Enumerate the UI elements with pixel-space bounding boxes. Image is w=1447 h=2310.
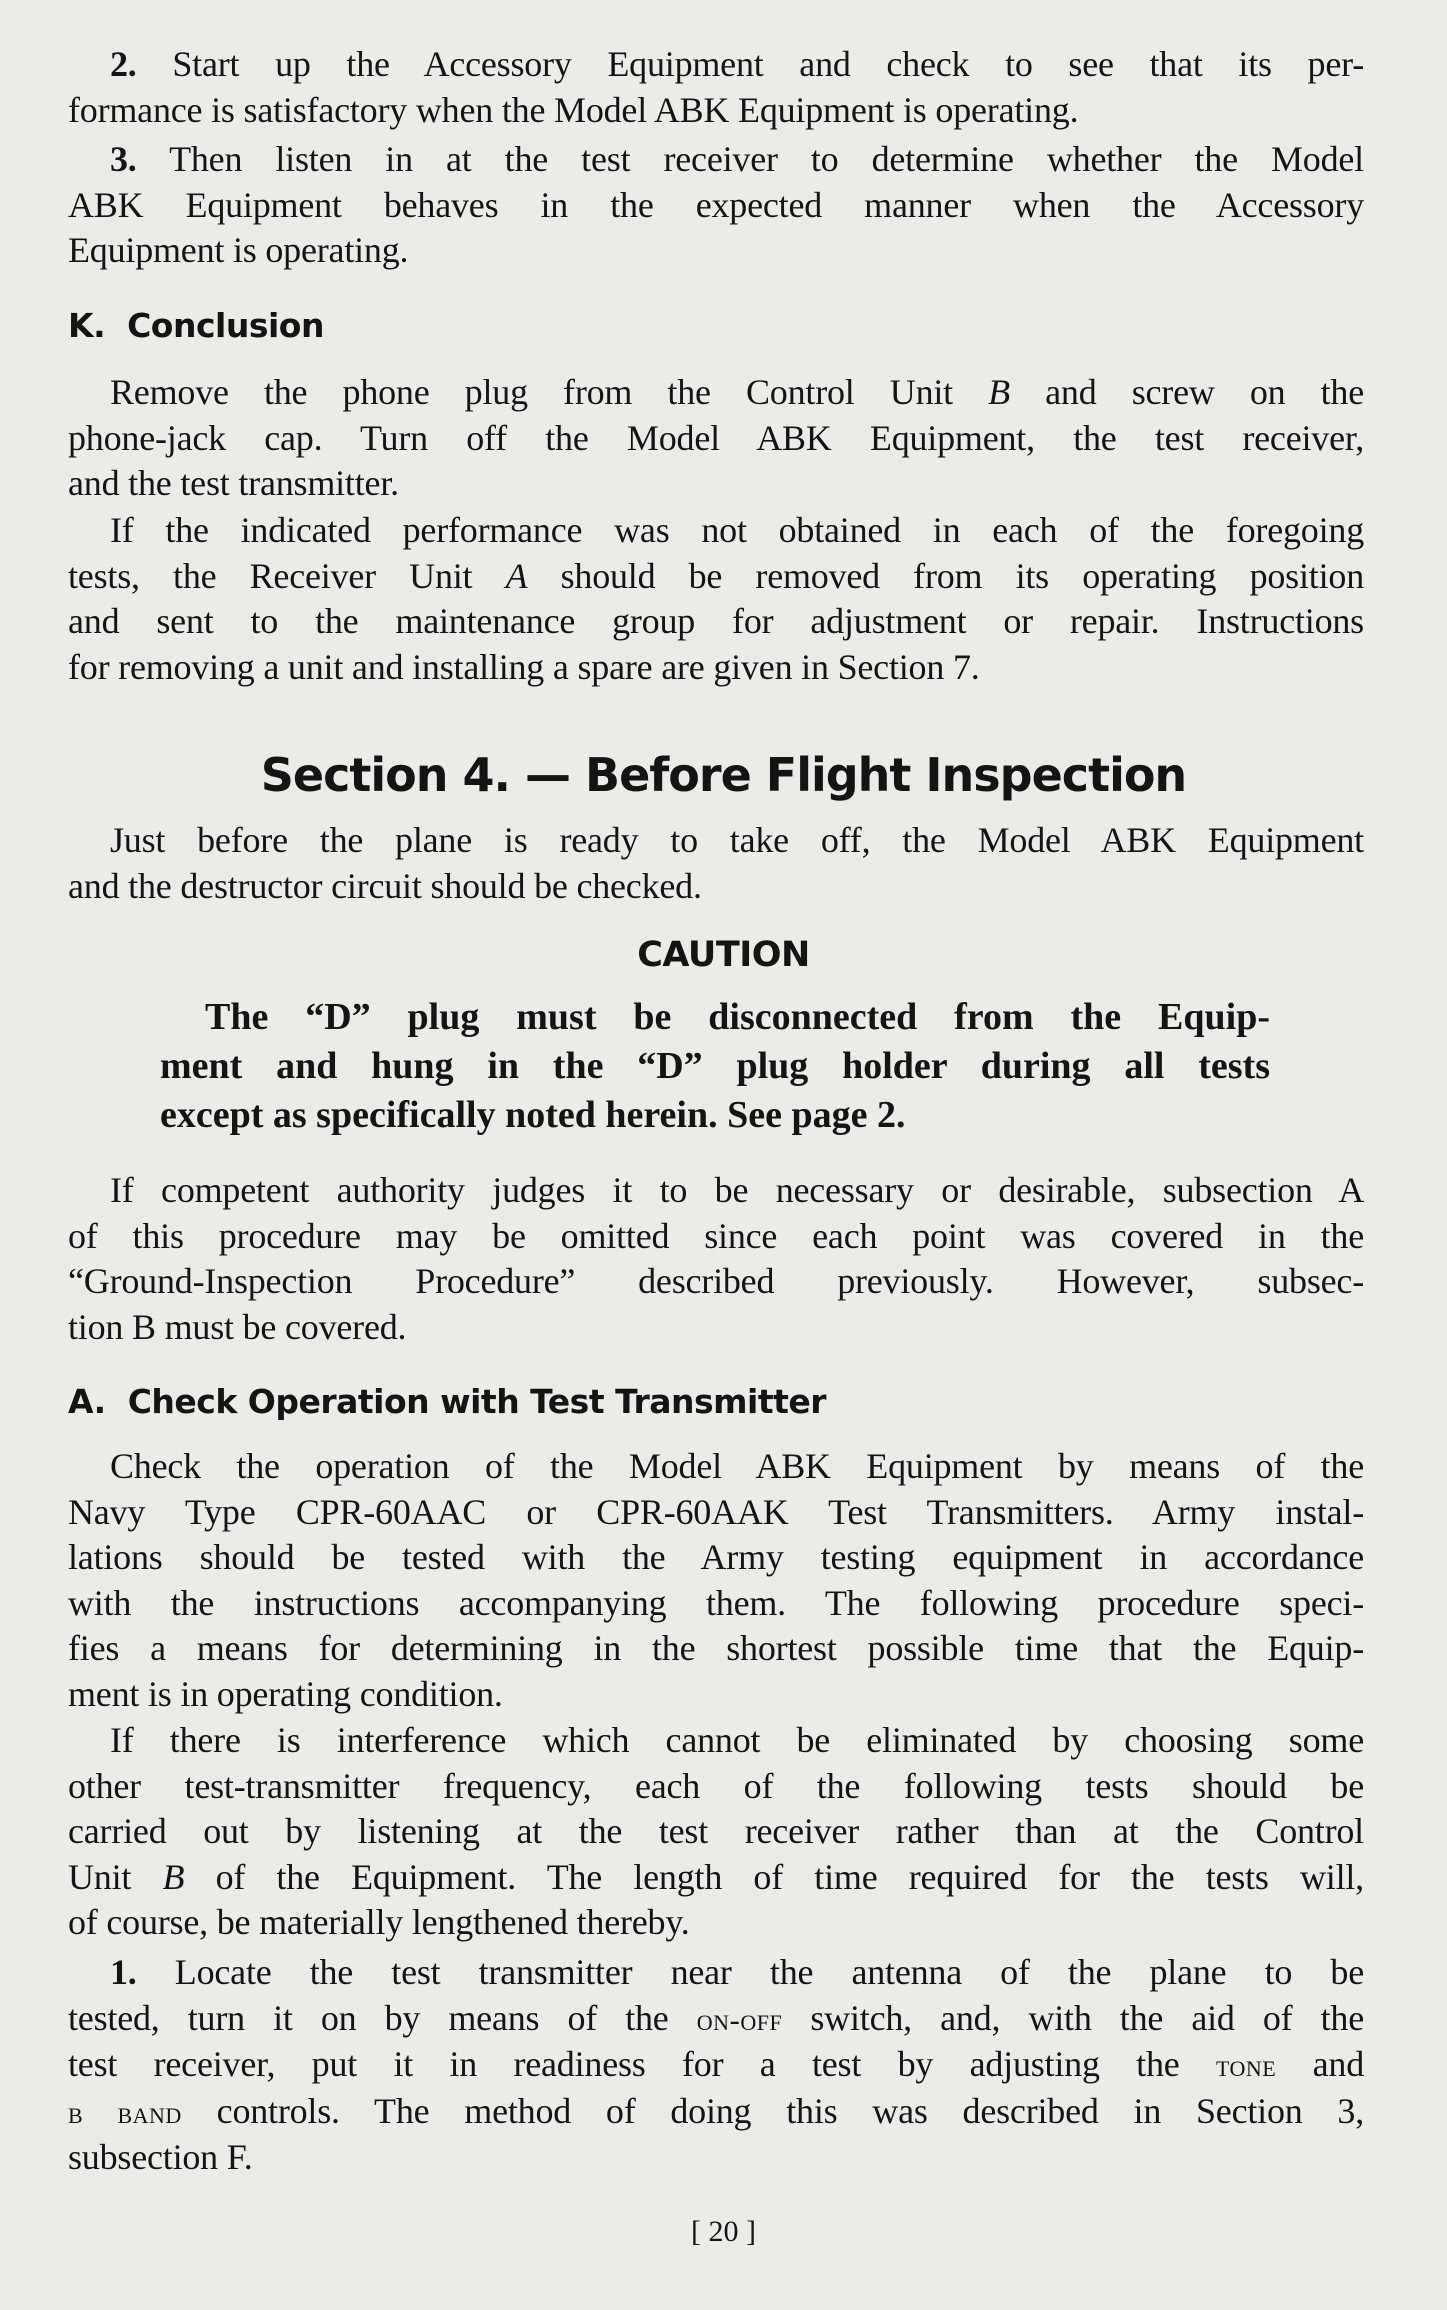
conclusion-paragraph-1: Remove the phone plug from the Control Unit B and screw on the phone-jack cap. Turn off the Model ABK Equipment, the test receiver, and the test transmitter. (68, 372, 1364, 503)
b-band-control-label: b band (68, 2094, 182, 2130)
subsection-k-heading: K. Conclusion (68, 306, 324, 345)
step-number: 1. (110, 1952, 137, 1992)
caution-text: The “D” plug must be disconnected from the Equip- ment and hung in the “D” plug holder during all tests except as specifically noted herein. See page 2. (160, 996, 1270, 1136)
step-1-paragraph: 1. Locate the test transmitter near the antenna of the plane to be tested, turn it on by means of the on-off switch, and, with the aid of the test receiver, put it in readiness for a test by adjusting the tone and b band controls. The method of doing this was described in Section 3, subsection F. (68, 1952, 1365, 2177)
section-4-intro: Just before the plane is ready to take off, the Model ABK Equipment and the destructor circuit should be checked. (68, 820, 1364, 906)
step-number: 3. (110, 139, 137, 179)
subsection-a-heading: A. Check Operation with Test Transmitter (68, 1382, 827, 1421)
step-2-paragraph: 2. Start up the Accessory Equipment and check to see that its per- formance is satisfactory when the Model ABK Equipment is operating. (68, 44, 1364, 130)
step-3-paragraph: 3. Then listen in at the test receiver to determine whether the Model ABK Equipment behaves in the expected manner when the Accessory Equipment is operating. (68, 139, 1364, 270)
section-4-note: If competent authority judges it to be necessary or desirable, subsection A of this procedure may be omitted since each point was covered in the “Ground-Inspection Procedure” described previously. However, subsec- tion B must be covered. (68, 1170, 1364, 1347)
page-number: [ 20 ] (691, 2215, 756, 2248)
caution-heading: CAUTION (637, 935, 810, 975)
subsection-a-paragraph-2: If there is interference which cannot be eliminated by choosing some other test-transmitter frequency, each of the following tests should be carried out by listening at the test receiver rather than at the Control Unit B of the Equipment. The length of time required for the tests will, of course, be materially lengthened thereby. (68, 1720, 1364, 1942)
tone-control-label: tone (1215, 2048, 1277, 2083)
on-off-switch-label: on-off (696, 2001, 783, 2037)
step-number: 2. (110, 44, 137, 84)
subsection-a-paragraph-1: Check the operation of the Model ABK Equipment by means of the Navy Type CPR-60AAC or CPR-60AAK Test Transmitters. Army instal- lations should be tested with the Army testing equipment in accordance with the instructions accompanying them. The following procedure speci- fies a means for determining in the shortest possible time that the Equip- ment is in operating condition. (68, 1446, 1364, 1714)
conclusion-paragraph-2: If the indicated performance was not obtained in each of the foregoing tests, the Receiver Unit A should be removed from its operating position and sent to the maintenance group for adjustment or repair. Instructions for removing a unit and installing a spare are given in Section 7. (68, 510, 1364, 687)
section-4-title: Section 4. — Before Flight Inspection (260, 748, 1187, 802)
